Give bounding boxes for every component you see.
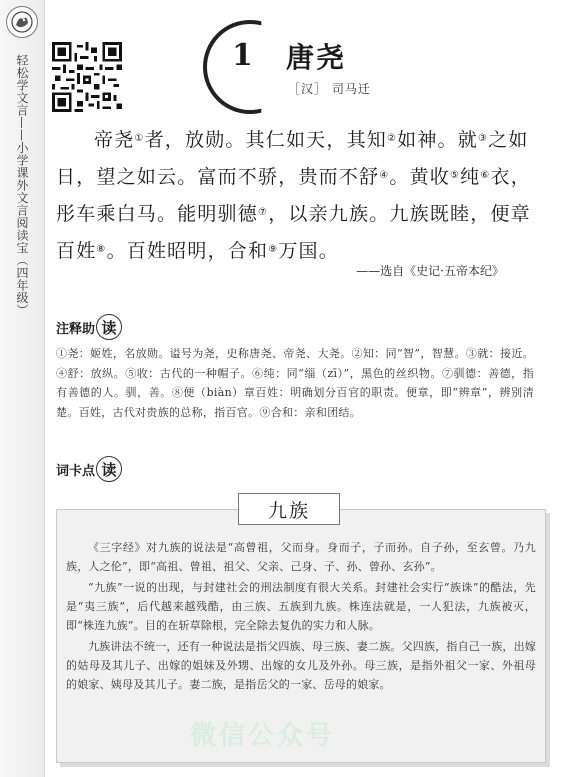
vocab-card-body xyxy=(66,538,536,696)
lesson-number: 1 xyxy=(232,38,253,73)
note-marker: ⑨ xyxy=(268,244,279,255)
note-marker: ② xyxy=(386,133,398,144)
text-segment: ，以亲九族。九族既睦，便章百姓 xyxy=(56,203,531,262)
annotation-notes: ①尧：姬姓，名放勋。谥号为尧，史称唐尧、帝尧、大尧。②知：同“智”，智慧。③就：接近。④舒：放纵。⑤收：古代的一种帽子。⑥纯：同“缁（zī）”，黑色的丝织物。⑦驯德：善德，指有善德的人。驯，善。⑧便（biàn）章百姓：明确划分百官的职责。便章，即“辨章”，辨别清楚。百姓，古代对贵族的总称，指百官。⑨合和：亲和团结。 xyxy=(56,347,534,419)
text-segment: 万国。 xyxy=(278,240,339,262)
sidebar-book-title: 轻松学文言——小学课外文言阅读宝（四年级） xyxy=(15,54,29,317)
note-marker: ⑥ xyxy=(480,170,491,181)
side-strip xyxy=(0,0,45,777)
notes-heading-circled-char: 读 xyxy=(96,314,122,340)
note-marker: ③ xyxy=(477,133,489,144)
text-segment: 。黄收 xyxy=(389,166,450,188)
qr-code-icon[interactable] xyxy=(52,42,122,112)
lesson-author: ［汉］ 司马迁 xyxy=(288,82,371,96)
text-segment: 衣，彤车乘白马。能明驯德 xyxy=(56,166,531,225)
note-marker: ⑦ xyxy=(258,207,269,218)
vocab-card-title: 九族 xyxy=(238,493,340,525)
vocab-paragraph: 九族讲法不统一，还有一种说法是指父四族、母三族、妻二族。父四族，指自己一族，出嫁的姑母及其儿子、出嫁的姐妹及外甥、出嫁的女儿及外孙。母三族，是指外祖父一家、外祖母的娘家、姨母及其儿子。妻二族，是指岳父的一家、岳母的娘家。 xyxy=(66,640,536,691)
classical-text xyxy=(56,122,534,270)
note-marker: ⑤ xyxy=(449,170,461,181)
vocab-paragraph: 《三字经》对九族的说法是“高曾祖，父而身。身而子，子而孙。自子孙，至玄曾。乃九族，人之伦”，即“高祖、曾祖、祖父、父亲、己身、子、孙、曾孙、玄孙”。 xyxy=(66,541,536,573)
text-segment: 如神。就 xyxy=(397,129,478,151)
text-segment: 者，放勋。其仁如天，其知 xyxy=(144,129,387,151)
watermark: 微信公众号 xyxy=(190,721,336,751)
text-segment: 帝尧 xyxy=(94,129,135,151)
note-marker: ⑧ xyxy=(96,244,107,255)
notes-heading-label: 注释助 xyxy=(56,321,96,337)
text-source: ——选自《史记·五帝本纪》 xyxy=(356,264,504,278)
note-marker: ④ xyxy=(379,170,390,181)
text-segment: 纯 xyxy=(460,166,481,188)
logo-icon xyxy=(6,6,38,38)
vocab-heading-circled-char: 读 xyxy=(96,456,122,482)
vocab-paragraph: “九族”一说的出现，与封建社会的刑法制度有很大关系。封建社会实行“族诛”的酷法，先是“夷三族”，后代越来越残酷，由三族、五族到九族。株连法就是，一人犯法，九族被灭，即“株连九族”。目的在斩草除根，完全除去复仇的实力和人脉。 xyxy=(66,581,536,632)
note-marker: ① xyxy=(134,133,145,144)
vocab-heading xyxy=(56,456,122,482)
vocab-heading-label: 词卡点 xyxy=(56,463,96,479)
lesson-title: 唐尧 xyxy=(286,41,347,74)
text-segment: 。百姓昭明，合和 xyxy=(106,240,269,262)
text-segment: 之如日，望之如云。富而不骄，贵而不舒 xyxy=(56,129,529,188)
notes-heading xyxy=(56,314,122,340)
